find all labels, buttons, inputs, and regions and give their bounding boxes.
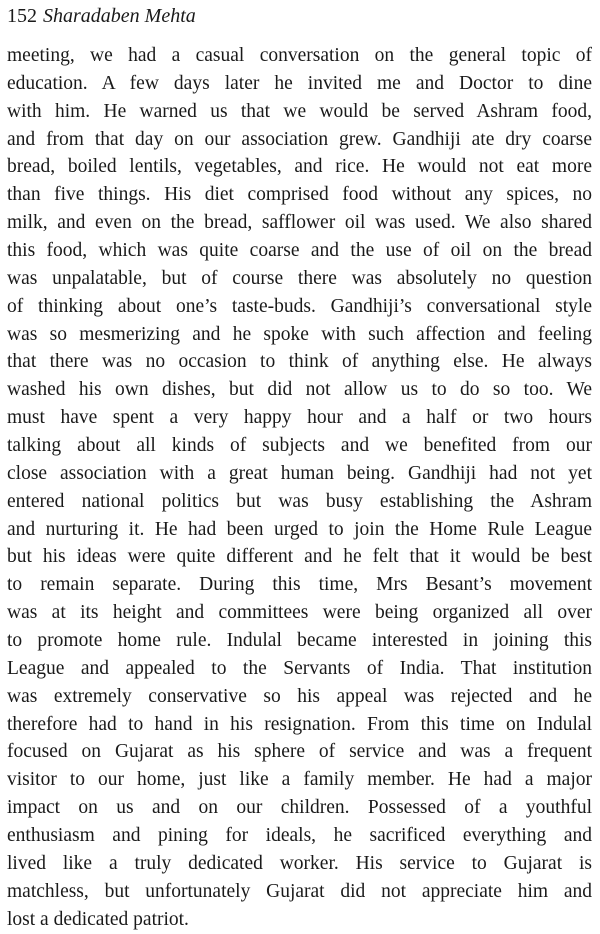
text-line: was at its height and committees were being organized all over xyxy=(7,602,592,624)
text-line: visitor to our home, just like a family member. He had a major xyxy=(7,769,592,791)
text-line: education. A few days later he invited me and Doctor to dine xyxy=(7,72,592,94)
running-head-title: Sharadaben Mehta xyxy=(43,5,196,27)
text-line: therefore had to hand in his resignation. From this time on Indulal xyxy=(7,713,592,735)
text-line: to remain separate. During this time, Mrs Besant’s movement xyxy=(7,574,592,596)
text-line: and nurturing it. He had been urged to join the Home Rule League xyxy=(7,518,592,540)
text-line: impact on us and on our children. Possessed of a youthful xyxy=(7,797,592,819)
text-line: meeting, we had a casual conversation on the general topic of xyxy=(7,45,592,66)
text-line: than five things. His diet comprised food without any spices, no xyxy=(7,184,592,206)
text-line: matchless, but unfortunately Gujarat did not appreciate him and xyxy=(7,880,592,902)
text-line: that there was no occasion to think of anything else. He always xyxy=(7,351,592,373)
text-line: but his ideas were quite different and he felt that it would be best xyxy=(7,546,592,568)
text-line: of thinking about one’s taste-buds. Gandhiji’s conversational style xyxy=(7,295,592,317)
text-line: League and appealed to the Servants of India. That institution xyxy=(7,657,592,679)
text-line: milk, and even on the bread, safflower oil was used. We also shared xyxy=(7,212,592,234)
text-line: enthusiasm and pining for ideals, he sacrificed everything and xyxy=(7,825,592,847)
text-line: bread, boiled lentils, vegetables, and rice. He would not eat more xyxy=(7,156,592,178)
running-head xyxy=(7,4,196,28)
page-number: 152 xyxy=(7,5,37,27)
text-line: this food, which was quite coarse and the use of oil on the bread xyxy=(7,240,592,262)
text-line: and from that day on our association grew. Gandhiji ate dry coarse xyxy=(7,128,592,150)
text-line: must have spent a very happy hour and a half or two hours xyxy=(7,407,592,429)
text-line: close association with a great human being. Gandhiji had not yet xyxy=(7,462,592,484)
text-line: was extremely conservative so his appeal was rejected and he xyxy=(7,685,592,707)
text-line: with him. He warned us that we would be served Ashram food, xyxy=(7,100,592,122)
text-line: entered national politics but was busy establishing the Ashram xyxy=(7,490,592,512)
body-paragraph xyxy=(7,42,592,934)
text-line: lived like a truly dedicated worker. His service to Gujarat is xyxy=(7,852,592,874)
text-line: focused on Gujarat as his sphere of service and was a frequent xyxy=(7,741,592,763)
text-line: was unpalatable, but of course there was absolutely no question xyxy=(7,267,592,289)
text-line: lost a dedicated patriot. xyxy=(7,908,189,930)
text-line: to promote home rule. Indulal became interested in joining this xyxy=(7,630,592,652)
text-line: was so mesmerizing and he spoke with such affection and feeling xyxy=(7,323,592,345)
text-line: washed his own dishes, but did not allow us to do so too. We xyxy=(7,379,592,401)
text-line: talking about all kinds of subjects and we benefited from our xyxy=(7,435,592,457)
